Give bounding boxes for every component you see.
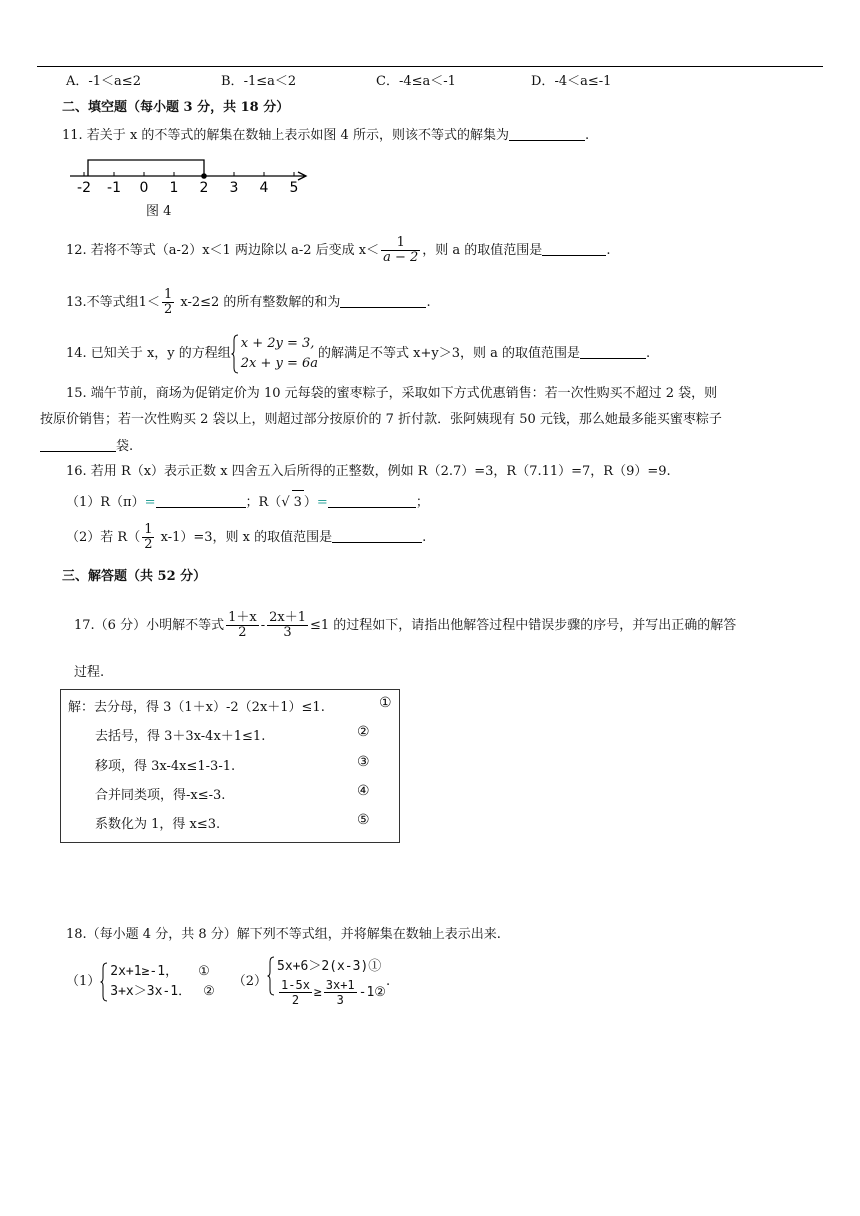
question-16-part-2: （2）若 R（ $\frac{1}{2}$ x-1）=3，则 x 的取值范围是 . [66,522,427,552]
left-brace-icon [231,334,239,374]
question-14: 14. 已知关于 x，y 的方程组 x + 2y = 3, 2x + y = 6a 的解满足不等式 x+y＞3，则 a 的取值范围是 . [66,332,650,376]
answer-blank [332,528,422,543]
solution-set-bracket [88,160,204,176]
figure-caption: 图 4 [146,204,172,219]
tick-label: 3 [229,180,239,196]
tick-label: 1 [169,180,179,196]
choice-b: B．-1≤a＜2 [221,74,297,89]
choices-row [66,73,686,91]
step-mark: ④ [357,783,370,799]
tick-label: -1 [107,180,121,196]
step-mark: ① [379,695,392,711]
question-17-line-2: 过程. [74,665,105,680]
tick-label: 5 [289,180,299,196]
question-12: 12. 若将不等式（a-2）x＜1 两边除以 a-2 后变成 x＜ $\frac{1}{a - 2}$ ，则 a 的取值范围是 . [66,235,611,265]
answer-blank [509,126,585,141]
tick-label: 2 [199,180,209,196]
answer-blank [328,493,416,508]
question-18-systems: （1） 2x+1≥-1， ① 3+x＞3x-1． ② （2） 5x+6＞2(x-3)① $\frac{1-5x}{2}$ ≥ $\frac{3x+1}{3}$ -1② . [66,954,390,1010]
fraction: $\frac{1+x}{2}$ [228,610,257,640]
solution-step: 合并同类项，得-x≤-3. [95,788,226,803]
fraction: $\frac{1}{a - 2}$ [383,235,419,265]
top-rule [37,66,823,67]
number-line-figure [66,152,316,196]
question-13: 13.不等式组1＜ $\frac{1}{2}$ x-2≤2 的所有整数解的和为 . [66,287,431,317]
solution-step: 去括号，得 3＋3x-4x＋1≤1. [95,729,266,744]
section-2-title: 二、填空题（每小题 3 分，共 18 分） [62,100,290,115]
solution-steps-box [60,689,400,843]
section-3-title: 三、解答题（共 52 分） [62,569,207,584]
left-brace-icon [100,962,108,1002]
fraction: $\frac{1}{2}$ [144,522,153,552]
question-16-part-1: （1）R（π）= ；R（√ 3 ）= ； [66,490,429,515]
left-brace-icon [267,956,275,996]
fraction: $\frac{1}{2}$ [163,287,173,317]
sqrt-symbol: √ [281,495,290,510]
solution-step: 移项，得 3x-4x≤1-3-1. [95,759,236,774]
question-17: 17.（6 分）小明解不等式 $\frac{1+x}{2}$ - $\frac{2x+1}{3}$ ≤1 的过程如下，请指出他解答过程中错误步骤的序号，并写出正确的解答 [74,610,737,640]
inequality-system-1: 2x+1≥-1， ① 3+x＞3x-1． ② [100,962,214,1002]
question-18: 18.（每小题 4 分，共 8 分）解下列不等式组，并将解集在数轴上表示出来. [66,927,501,942]
question-11: 11. 若关于 x 的不等式的解集在数轴上表示如图 4 所示，则该不等式的解集为 . [62,128,590,143]
choice-d: D．-4＜a≤-1 [531,74,612,89]
fraction: $\frac{2x+1}{3}$ [269,610,306,640]
step-mark: ⑤ [357,812,370,828]
tick-label: 0 [139,180,149,196]
step-mark: ② [357,724,370,740]
question-15-line-3: 袋. [40,437,133,456]
answer-blank [40,437,116,452]
equation-system: x + 2y = 3, 2x + y = 6a [231,334,318,374]
answer-blank [156,493,246,508]
solution-step: 系数化为 1，得 x≤3. [95,817,221,832]
answer-blank [580,344,646,359]
choice-a: A．-1＜a≤2 [66,74,141,89]
answer-blank [340,293,426,308]
choice-c: C．-4≤a＜-1 [376,74,456,89]
step-mark: ③ [357,754,370,770]
closed-endpoint [201,173,207,179]
inequality-system-2: 5x+6＞2(x-3)① $\frac{1-5x}{2}$ ≥ $\frac{3x+1}{3}$ -1② [267,956,386,1007]
answer-blank [542,241,606,256]
tick-label: 4 [259,180,269,196]
question-15-line-1: 15. 端午节前，商场为促销定价为 10 元每袋的蜜枣粽子，采取如下方式优惠销售：若一次性购买不超过 2 袋，则 [66,386,718,401]
question-15-line-2: 按原价销售；若一次性购买 2 袋以上，则超过部分按原价的 7 折付款．张阿姨现有 50 元钱，那么她最多能买蜜枣粽子 [40,412,722,427]
tick-label: -2 [77,180,91,196]
solution-step: 解：去分母，得 3（1＋x）-2（2x＋1）≤1. [68,700,325,715]
question-16: 16. 若用 R（x）表示正数 x 四舍五入后所得的正整数，例如 R（2.7）=3，R（7.11）=7，R（9）=9. [66,464,671,479]
